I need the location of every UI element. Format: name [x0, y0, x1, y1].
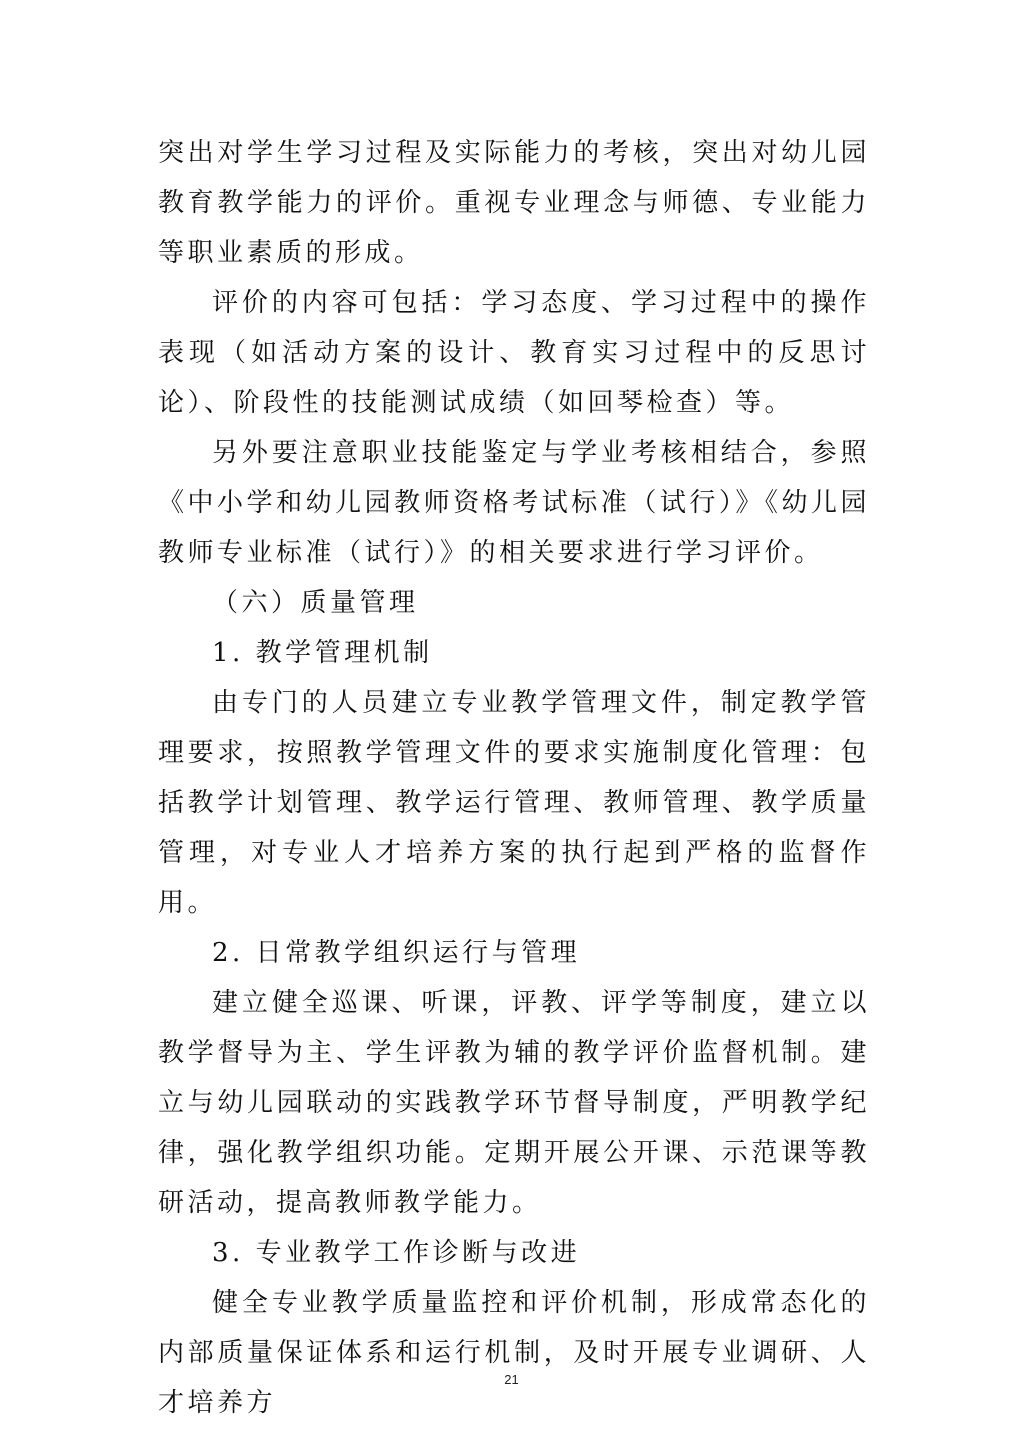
subheading-diagnosis-improvement: 3. 专业教学工作诊断与改进: [212, 1238, 581, 1268]
paragraph-assessment-content: 评价的内容可包括：学习态度、学习过程中的操作表现（如活动方案的设计、教育实习过程中的反思讨论）、阶段性的技能测试成绩（如回琴检查）等。: [158, 288, 870, 418]
page-number: 21: [504, 1372, 519, 1387]
paragraph-assessment-focus: 突出对学生学习过程及实际能力的考核，突出对幼儿园教育教学能力的评价。重视专业理念与师德、专业能力等职业素质的形成。: [158, 138, 870, 268]
subheading-daily-operation: 2. 日常教学组织运行与管理: [212, 938, 581, 968]
subheading-teaching-management: 1. 教学管理机制: [212, 638, 433, 668]
paragraph-diagnosis-improvement: 健全专业教学质量监控和评价机制，形成常态化的内部质量保证体系和运行机制，及时开展专业调研、人才培养方: [158, 1288, 870, 1418]
paragraph-daily-operation: 建立健全巡课、听课，评教、评学等制度，建立以教学督导为主、学生评教为辅的教学评价监督机制。建立与幼儿园联动的实践教学环节督导制度，严明教学纪律，强化教学组织功能。定期开展公开课、示范课等教研活动，提高教师教学能力。: [158, 988, 870, 1218]
paragraph-assessment-standards: 另外要注意职业技能鉴定与学业考核相结合，参照《中小学和幼儿园教师资格考试标准（试行）》《幼儿园教师专业标准（试行）》的相关要求进行学习评价。: [158, 438, 870, 568]
body-text: [158, 128, 870, 1428]
paragraph-teaching-management: 由专门的人员建立专业教学管理文件，制定教学管理要求，按照教学管理文件的要求实施制度化管理：包括教学计划管理、教学运行管理、教师管理、教学质量管理，对专业人才培养方案的执行起到严格的监督作用。: [158, 688, 870, 918]
section-heading-quality-management: （六）质量管理: [212, 588, 419, 618]
